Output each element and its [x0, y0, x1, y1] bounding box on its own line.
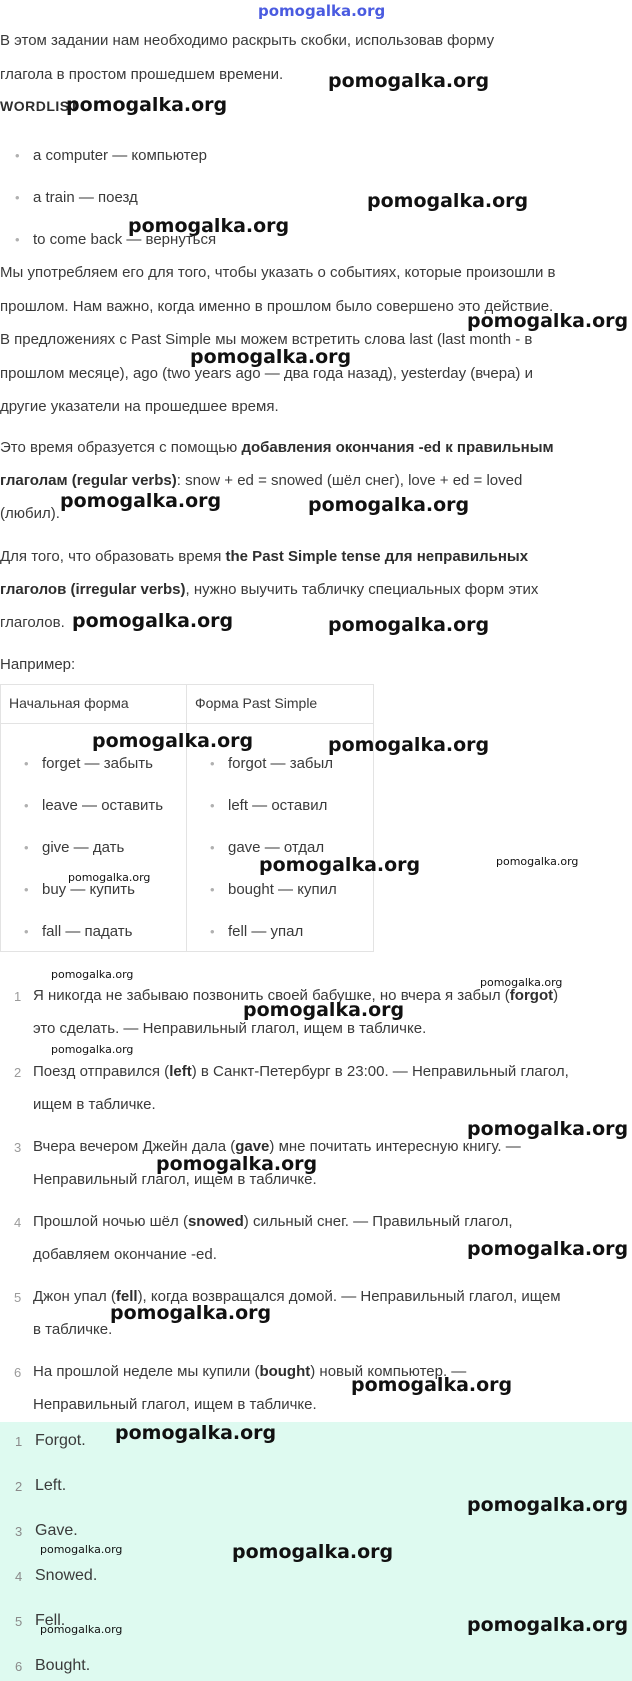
table-header-base: Начальная форма	[9, 695, 129, 711]
intro-line-1: В этом задании нам необходимо раскрыть скобки, использовав форму	[0, 32, 495, 49]
watermark: pomogalka.org	[40, 1623, 123, 1636]
explanation-text: )	[553, 987, 559, 1004]
answer-number: 4	[15, 1569, 23, 1584]
explanation-text: Поезд отправился (	[33, 1063, 170, 1080]
theory-line-3: В предложениях с Past Simple мы можем встретить слова last (last month - в	[0, 331, 533, 348]
answer-number: 6	[15, 1659, 23, 1674]
watermark: pomogalka.org	[467, 310, 629, 332]
intro-line-2: глагола в простом прошедшем времени.	[0, 66, 284, 83]
base-form-item: • give — дать	[42, 839, 124, 856]
verb-table	[0, 684, 374, 952]
answer-number: 1	[15, 1434, 23, 1449]
table-column-divider	[186, 685, 187, 951]
watermark: pomogalka.org	[467, 1494, 629, 1516]
explanation-verb: left	[169, 1063, 192, 1080]
watermark: pomogalka.org	[51, 968, 134, 981]
watermark: pomogalka.org	[467, 1614, 629, 1636]
watermark: pomogalka.org	[156, 1153, 318, 1175]
explanation-number: 6	[14, 1365, 22, 1380]
base-form-item: • buy — купить	[42, 881, 135, 898]
explanation-number: 1	[14, 989, 22, 1004]
explanation-text: ) в Санкт-Петербург в 23:00. — Неправильный глагол,	[191, 1063, 569, 1080]
past-form-item: • bought — купил	[228, 881, 337, 898]
wordlist-item: • to come back — вернуться	[33, 231, 216, 248]
watermark: pomogalka.org	[351, 1374, 513, 1396]
irregular-verbs-line-2	[0, 581, 538, 598]
theory-line-4: прошлом месяце), ago (two years ago — два года назад), yesterday (вчера) и	[0, 365, 533, 382]
wordlist-item: • a computer — компьютер	[33, 147, 207, 164]
answer-item: Snowed.	[35, 1567, 98, 1584]
wordlist-item: • a train — поезд	[33, 189, 138, 206]
watermark: pomogalka.org	[232, 1541, 394, 1563]
watermark: pomogalka.org	[190, 346, 352, 368]
irregular-verbs-line-1	[0, 548, 528, 565]
watermark: pomogalka.org	[467, 1118, 629, 1140]
regular-verbs-line-1	[0, 439, 554, 456]
watermark: pomogalka.org	[367, 190, 529, 212]
regular-text-bold: добавления окончания -ed к правильным	[241, 439, 554, 456]
watermark: pomogalka.org	[40, 1543, 123, 1556]
past-form-item: • forgot — забыл	[228, 755, 333, 772]
base-form-item: • forget — забыть	[42, 755, 153, 772]
explanation-line-2: Неправильный глагол, ищем в табличке.	[33, 1171, 317, 1188]
theory-line-5: другие указатели на прошедшее время.	[0, 398, 279, 415]
theory-line-2: прошлом. Нам важно, когда именно в прошлом было совершено это действие.	[0, 298, 554, 315]
explanation-text: ) новый компьютер. —	[310, 1363, 467, 1380]
explanation-text: Вчера вечером Джейн дала (	[33, 1138, 236, 1155]
explanation-text: Джон упал (	[33, 1288, 116, 1305]
watermark: pomogalka.org	[66, 94, 228, 116]
irregular-verbs-line-3: глаголов.	[0, 614, 65, 631]
explanation-verb: gave	[235, 1138, 270, 1155]
theory-line-1: Мы употребляем его для того, чтобы указать о событиях, которые произошли в	[0, 264, 556, 281]
explanation-number: 2	[14, 1065, 22, 1080]
answer-number: 2	[15, 1479, 23, 1494]
explanation-line-2: в табличке.	[33, 1321, 113, 1338]
answer-item: Forgot.	[35, 1432, 86, 1449]
regular-verbs-line-3: (любил).	[0, 505, 60, 522]
base-form-item: • leave — оставить	[42, 797, 163, 814]
explanation-line-1	[33, 1063, 569, 1080]
watermark: pomogalka.org	[480, 976, 563, 989]
irregular-verbs-term: глаголов (irregular verbs)	[0, 581, 186, 598]
past-form-item: • gave — отдал	[228, 839, 324, 856]
irregular-text-bold: the Past Simple tense для неправильных	[225, 548, 529, 565]
watermark: pomogalka.org	[308, 494, 470, 516]
watermark: pomogalka.org	[110, 1302, 272, 1324]
explanation-text: ), когда возвращался домой. — Неправильный глагол, ищем	[137, 1288, 561, 1305]
watermark: pomogalka.org	[92, 730, 254, 752]
watermark: pomogalka.org	[328, 614, 490, 636]
answer-item: Bought.	[35, 1657, 91, 1674]
answer-number: 5	[15, 1614, 23, 1629]
table-header-divider	[1, 723, 373, 724]
watermark: pomogalka.org	[68, 871, 151, 884]
explanation-line-2: это сделать. — Неправильный глагол, ищем в табличке.	[33, 1020, 427, 1037]
past-form-item: • left — оставил	[228, 797, 327, 814]
explanation-verb: fell	[115, 1288, 138, 1305]
watermark: pomogalka.org	[328, 70, 490, 92]
explanation-line-2: Неправильный глагол, ищем в табличке.	[33, 1396, 317, 1413]
answer-number: 3	[15, 1524, 23, 1539]
table-header-past: Форма Past Simple	[195, 695, 318, 711]
watermark: pomogalka.org	[115, 1422, 277, 1444]
irregular-text-d: , нужно выучить табличку специальных форм этих	[185, 581, 539, 598]
past-form-item: • fell — упал	[228, 923, 303, 940]
watermark: pomogalka.org	[259, 854, 421, 876]
watermark: pomogalka.org	[60, 490, 222, 512]
explanation-line-2: добавляем окончание -ed.	[33, 1246, 217, 1263]
watermark: pomogalka.org	[467, 1238, 629, 1260]
wordlist-title: WORDLIST	[0, 98, 79, 114]
irregular-text-a: Для того, что образовать время	[0, 548, 226, 565]
watermark: pomogalka.org	[128, 215, 290, 237]
regular-text-a: Это время образуется с помощью	[0, 439, 242, 456]
answer-item: Fell.	[35, 1612, 66, 1629]
explanation-number: 3	[14, 1140, 22, 1155]
explanation-line-1	[33, 1213, 513, 1230]
answer-item: Left.	[35, 1477, 67, 1494]
watermark: pomogalka.org	[328, 734, 490, 756]
watermark: pomogalka.org	[72, 610, 234, 632]
top-watermark: pomogalka.org	[258, 2, 386, 20]
watermark: pomogalka.org	[496, 855, 579, 868]
example-label: Например:	[0, 656, 76, 673]
explanation-verb: snowed	[187, 1213, 244, 1230]
explanation-line-2: ищем в табличке.	[33, 1096, 156, 1113]
explanation-verb: bought	[259, 1363, 311, 1380]
explanation-text: Я никогда не забываю позвонить своей бабушке, но вчера я забыл (	[33, 987, 510, 1004]
explanation-verb: forgot	[509, 987, 554, 1004]
answer-item: Gave.	[35, 1522, 78, 1539]
explanation-text: ) мне почитать интересную книгу. —	[269, 1138, 521, 1155]
explanation-text: ) сильный снег. — Правильный глагол,	[243, 1213, 513, 1230]
regular-verbs-line-2	[0, 472, 522, 489]
watermark: pomogalka.org	[51, 1043, 134, 1056]
explanation-number: 4	[14, 1215, 22, 1230]
regular-verbs-term: глаголам (regular verbs)	[0, 472, 177, 489]
base-form-item: • fall — падать	[42, 923, 132, 940]
regular-text-d: : snow + ed = snowed (шёл снег), love + ed = loved	[176, 472, 523, 489]
explanation-number: 5	[14, 1290, 22, 1305]
explanation-text: На прошлой неделе мы купили (	[33, 1363, 260, 1380]
explanation-text: Прошлой ночью шёл (	[33, 1213, 188, 1230]
watermark: pomogalka.org	[243, 999, 405, 1021]
